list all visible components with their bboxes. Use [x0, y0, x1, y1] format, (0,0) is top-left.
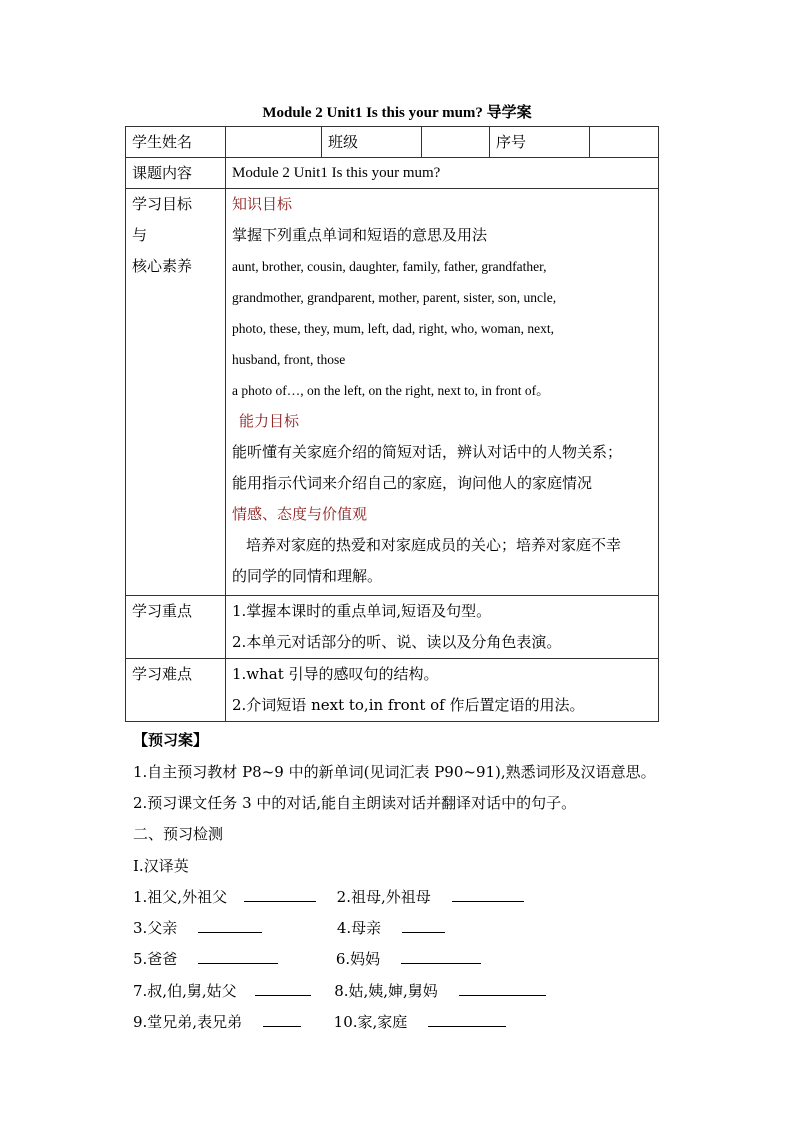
item-2-blank[interactable]: [452, 887, 524, 902]
focus-content: [226, 596, 659, 659]
item-9-label: 9.堂兄弟,表兄弟: [133, 1013, 243, 1031]
topic-value: Module 2 Unit1 Is this your mum?: [226, 158, 659, 189]
difficulty-line-2: 2.介词短语 next to,in front of 作后置定语的用法。: [232, 696, 585, 714]
item-1-blank[interactable]: [244, 887, 316, 902]
emotion-line-2: 的同学的同情和理解。: [232, 567, 383, 585]
difficulty-content: [226, 659, 659, 722]
item-10-label: 10.家,家庭: [333, 1013, 408, 1031]
preview-check-heading: 二、预习检测: [133, 825, 224, 843]
goals-row: [126, 189, 659, 596]
words-line-4: husband, front, those: [232, 352, 346, 367]
goals-content: [226, 189, 659, 596]
words-line-3: photo, these, they, mum, left, dad, right, who, woman, next,: [232, 321, 554, 336]
focus-line-1: 1.掌握本课时的重点单词,短语及句型。: [232, 602, 492, 620]
knowledge-heading: 知识目标: [232, 195, 293, 213]
name-field[interactable]: [226, 127, 322, 158]
number-label: 序号: [490, 127, 590, 158]
difficulty-label: 学习难点: [126, 659, 226, 722]
item-4-blank[interactable]: [402, 918, 445, 933]
study-guide-table: [125, 126, 659, 722]
topic-row: [126, 158, 659, 189]
page-title: Module 2 Unit1 Is this your mum? 导学案: [262, 105, 532, 121]
goals-label-line-1: 学习目标: [132, 195, 193, 213]
exercise-row-4: [133, 980, 546, 1001]
item-1-label: 1.祖父,外祖父: [133, 888, 228, 906]
ability-line-1: 能听懂有关家庭介绍的简短对话，辨认对话中的人物关系；: [232, 443, 623, 461]
focus-label: 学习重点: [126, 596, 226, 659]
preview-heading: 【预习案】: [133, 731, 209, 749]
item-8-label: 8.姑,姨,婶,舅妈: [334, 982, 438, 1000]
goals-label: [126, 189, 226, 596]
ability-heading: 能力目标: [239, 412, 300, 430]
words-line-1: aunt, brother, cousin, daughter, family, father, grandfather,: [232, 259, 547, 274]
item-4-label: 4.母亲: [336, 919, 382, 937]
item-6-label: 6.妈妈: [335, 950, 381, 968]
goals-label-line-3: 核心素养: [132, 257, 193, 275]
name-label: 学生姓名: [126, 127, 226, 158]
translation-part-heading: Ⅰ.汉译英: [133, 857, 189, 875]
goals-label-line-2: 与: [132, 226, 148, 244]
words-line-2: grandmother, grandparent, mother, parent, sister, son, uncle,: [232, 290, 557, 305]
number-field[interactable]: [590, 127, 659, 158]
student-info-row: [126, 127, 659, 158]
item-5-blank[interactable]: [198, 949, 278, 964]
emotion-heading: 情感、态度与价值观: [232, 505, 368, 523]
exercise-row-2: [133, 917, 445, 938]
item-5-label: 5.爸爸: [133, 950, 178, 968]
exercise-row-1: [133, 886, 524, 907]
focus-line-2: 2.本单元对话部分的听、说、读以及分角色表演。: [232, 633, 562, 651]
focus-row: [126, 596, 659, 659]
class-field[interactable]: [422, 127, 490, 158]
class-label: 班级: [322, 127, 422, 158]
item-7-blank[interactable]: [255, 981, 311, 996]
exercise-row-5: [133, 1011, 506, 1032]
item-10-blank[interactable]: [428, 1012, 506, 1027]
preview-line-2: 2.预习课文任务 3 中的对话,能自主朗读对话并翻译对话中的句子。: [133, 794, 577, 812]
difficulty-line-1: 1.what 引导的感叹句的结构。: [232, 665, 439, 683]
item-3-label: 3.父亲: [133, 919, 178, 937]
preview-line-1: 1.自主预习教材 P8~9 中的新单词(见词汇表 P90~91),熟悉词形及汉语意思。: [133, 763, 656, 781]
knowledge-intro: 掌握下列重点单词和短语的意思及用法: [232, 226, 488, 244]
ability-line-2: 能用指示代词来介绍自己的家庭，询问他人的家庭情况: [232, 474, 593, 492]
item-9-blank[interactable]: [263, 1012, 301, 1027]
topic-label: 课题内容: [126, 158, 226, 189]
item-8-blank[interactable]: [459, 981, 546, 996]
phrases-line: a photo of…, on the left, on the right, next to, in front of。: [232, 383, 550, 398]
item-7-label: 7.叔,伯,舅,姑父: [133, 982, 237, 1000]
item-6-blank[interactable]: [401, 949, 481, 964]
item-3-blank[interactable]: [198, 918, 262, 933]
difficulty-row: [126, 659, 659, 722]
emotion-line-1: 培养对家庭的热爱和对家庭成员的关心；培养对家庭不幸: [246, 536, 622, 554]
exercise-row-3: [133, 948, 481, 969]
item-2-label: 2.祖母,外祖母: [336, 888, 431, 906]
